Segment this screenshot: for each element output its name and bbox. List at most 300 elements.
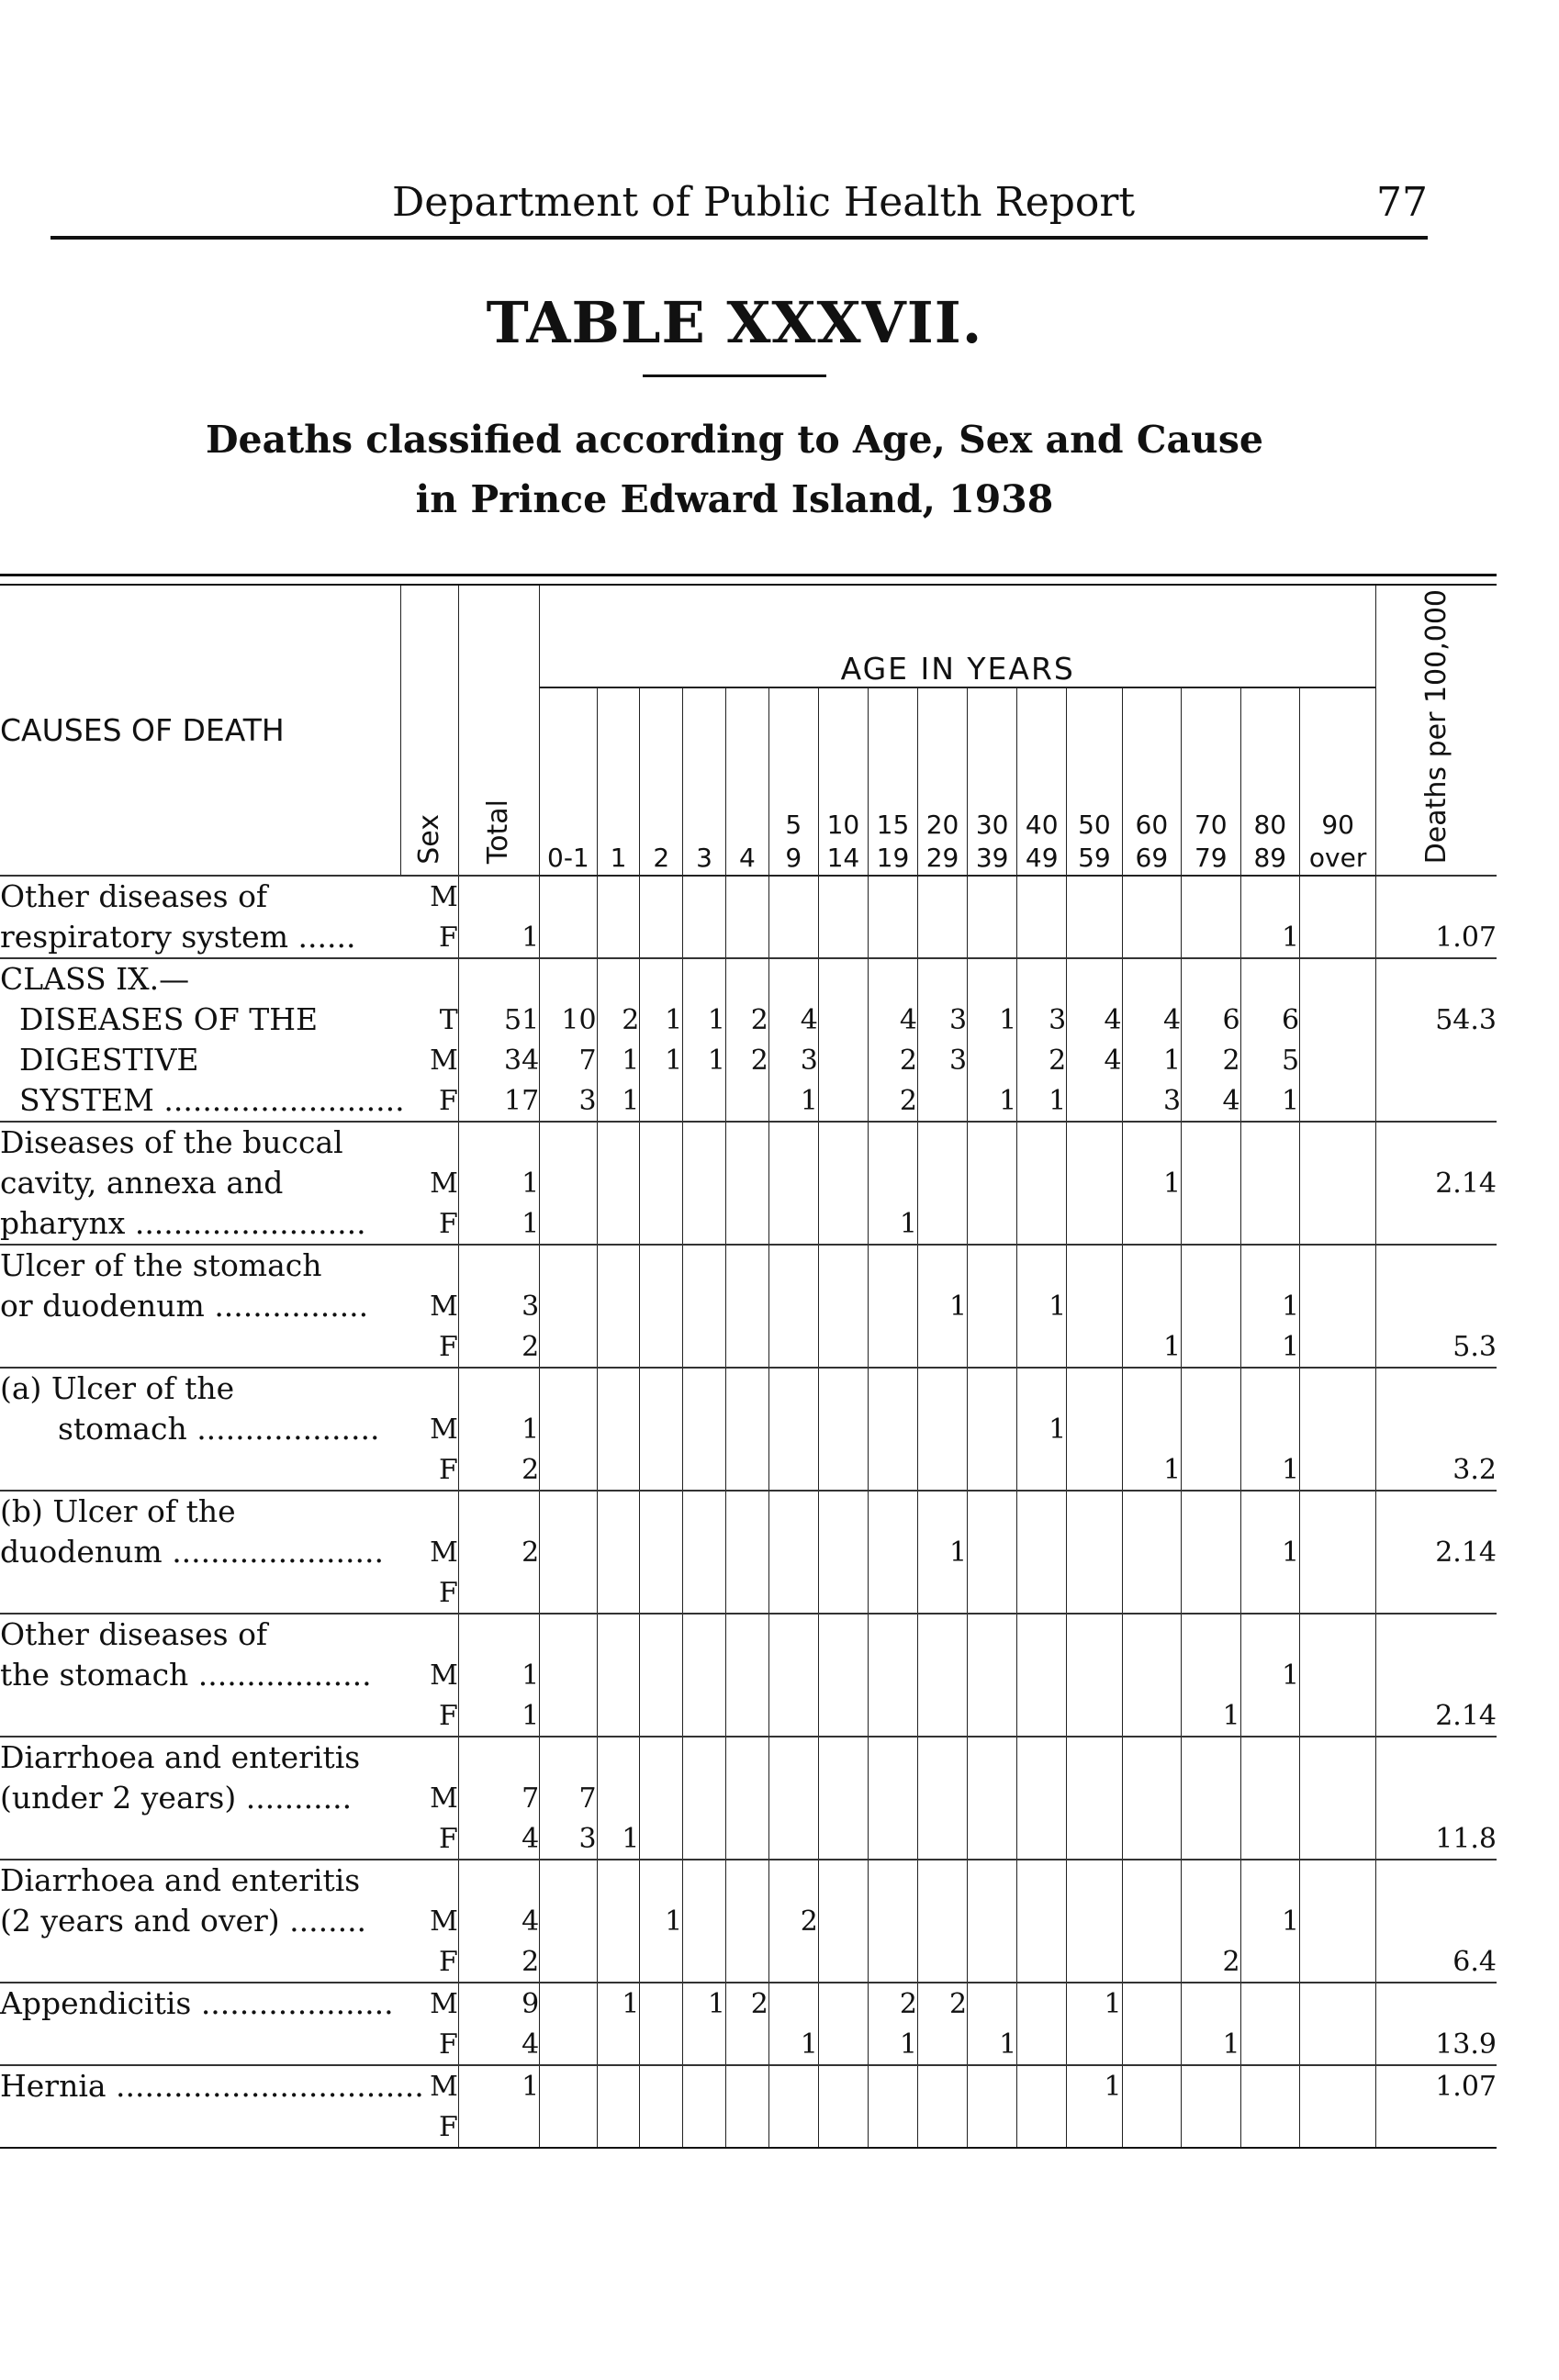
age-count-cell — [1182, 1860, 1240, 1901]
age-count-cell — [1067, 1695, 1122, 1737]
age-count-cell — [725, 1326, 768, 1368]
age-count-cell — [1182, 2106, 1240, 2147]
age-column-label: 59 — [1078, 843, 1111, 874]
age-count-cell — [1182, 1449, 1240, 1491]
age-column-header — [768, 687, 818, 876]
age-count-cell — [818, 1901, 868, 1941]
age-count-cell — [1122, 1614, 1181, 1655]
age-count-cell — [918, 1901, 968, 1941]
age-count-cell — [768, 1245, 818, 1286]
age-count-cell — [918, 1695, 968, 1737]
age-count-cell — [1017, 1983, 1067, 2024]
cause-of-death — [0, 2065, 424, 2147]
age-count-cell — [1300, 1449, 1376, 1491]
deaths-table-body — [0, 876, 1497, 2147]
age-count-cell: 1 — [1182, 1695, 1240, 1737]
sex-cell: M — [430, 1167, 458, 1200]
age-count-cell — [725, 1614, 768, 1655]
total-header — [458, 586, 539, 876]
cause-label-line: Appendicitis .................... — [0, 1985, 394, 2022]
age-count-cell — [1122, 1860, 1181, 1901]
subtitle-line-1: Deaths classified according to Age, Sex and Cause — [205, 418, 1263, 462]
age-count-cell — [918, 917, 968, 958]
age-count-cell — [868, 917, 917, 958]
age-count-cell — [683, 1614, 726, 1655]
age-count-cell — [818, 1737, 868, 1778]
rate-cell — [1376, 2106, 1497, 2147]
sex-cell: M — [430, 1290, 458, 1323]
age-count-cell — [968, 958, 1017, 1000]
age-count-cell — [768, 1818, 818, 1860]
age-count-cell — [683, 1449, 726, 1491]
age-column-header — [1067, 687, 1122, 876]
age-count-cell — [868, 2106, 917, 2147]
rate-cell — [1376, 1203, 1497, 1245]
subtitle-line-2: in Prince Edward Island, 1938 — [415, 477, 1054, 521]
age-count-cell — [640, 1572, 683, 1614]
age-count-cell — [918, 2106, 968, 2147]
age-count-cell — [1300, 1203, 1376, 1245]
sex-cell: F — [438, 921, 458, 954]
age-count-cell — [1122, 917, 1181, 958]
total-cell: 1 — [458, 1695, 539, 1737]
age-count-cell — [683, 1080, 726, 1122]
total-cell: 1 — [458, 1655, 539, 1695]
age-count-cell — [818, 1860, 868, 1901]
age-count-cell — [1182, 1491, 1240, 1532]
age-count-cell — [540, 2065, 597, 2106]
age-count-cell — [918, 1203, 968, 1245]
rate-cell — [1376, 1409, 1497, 1449]
title-rule — [643, 374, 826, 377]
age-count-cell — [1240, 1368, 1299, 1409]
age-count-cell — [640, 1449, 683, 1491]
cause-label-line: duodenum ...................... — [0, 1534, 384, 1570]
age-count-cell — [1017, 1941, 1067, 1983]
age-count-cell — [725, 1203, 768, 1245]
sex-cell: M — [430, 1782, 458, 1815]
age-count-cell — [1182, 1532, 1240, 1572]
table-top-rule — [0, 574, 1497, 576]
age-count-cell — [1017, 1778, 1067, 1818]
age-count-cell — [818, 1818, 868, 1860]
cause-label-line: or duodenum ................ — [0, 1288, 369, 1324]
age-count-cell — [540, 1203, 597, 1245]
age-count-cell — [1017, 1203, 1067, 1245]
age-count-cell — [868, 1122, 917, 1163]
age-count-cell — [1300, 1695, 1376, 1737]
sex-cell — [401, 1491, 458, 1532]
age-count-cell: 1 — [1017, 1286, 1067, 1326]
age-count-cell — [1300, 1655, 1376, 1695]
age-count-cell — [683, 1245, 726, 1286]
age-count-cell — [1182, 1326, 1240, 1368]
age-count-cell: 7 — [540, 1040, 597, 1080]
cause-of-death — [0, 1614, 401, 1737]
cause-label-line: the stomach .................. — [0, 1657, 372, 1693]
age-count-cell — [1017, 2065, 1067, 2106]
age-count-cell — [1240, 1695, 1299, 1737]
total-cell — [458, 2106, 539, 2147]
age-count-cell — [1067, 1326, 1122, 1368]
age-count-cell: 2 — [725, 1983, 768, 2024]
age-count-cell — [1067, 876, 1122, 917]
age-count-cell — [1240, 1941, 1299, 1983]
age-count-cell: 4 — [1122, 1000, 1181, 1040]
sex-cell: M — [401, 876, 458, 917]
total-cell: 51 — [458, 1000, 539, 1040]
age-count-cell: 2 — [918, 1983, 968, 2024]
total-cell: 17 — [458, 1080, 539, 1122]
age-count-cell — [640, 1409, 683, 1449]
age-count-cell — [683, 1491, 726, 1532]
age-count-cell — [818, 1532, 868, 1572]
age-count-cell — [725, 1449, 768, 1491]
age-column-label: 14 — [826, 843, 860, 874]
age-count-cell: 1 — [597, 1080, 640, 1122]
sex-cell: F — [438, 1453, 458, 1486]
table-row — [0, 1122, 1497, 1163]
age-count-cell: 4 — [768, 1000, 818, 1040]
age-count-cell: 3 — [918, 1040, 968, 1080]
age-count-cell — [1067, 1532, 1122, 1572]
sex-cell — [401, 1122, 458, 1163]
age-count-cell: 2 — [1182, 1941, 1240, 1983]
age-count-cell — [1182, 1286, 1240, 1326]
age-count-cell — [683, 1941, 726, 1983]
age-column-label: 79 — [1194, 843, 1228, 874]
age-count-cell — [1122, 1572, 1181, 1614]
age-count-cell: 7 — [540, 1778, 597, 1818]
age-count-cell — [540, 1655, 597, 1695]
sex-cell: F — [438, 1330, 458, 1363]
running-head — [50, 179, 1428, 243]
age-count-cell — [818, 1941, 868, 1983]
age-count-cell — [868, 1245, 917, 1286]
age-count-cell — [1122, 1737, 1181, 1778]
age-count-cell: 2 — [868, 1080, 917, 1122]
age-count-cell — [1067, 1245, 1122, 1286]
age-count-cell — [1067, 1778, 1122, 1818]
age-count-cell — [597, 1941, 640, 1983]
age-count-cell — [818, 1614, 868, 1655]
age-count-cell — [1067, 1655, 1122, 1695]
age-count-cell — [918, 2065, 968, 2106]
age-count-cell — [725, 917, 768, 958]
age-count-cell: 1 — [918, 1286, 968, 1326]
age-count-cell — [725, 2106, 768, 2147]
age-count-cell — [597, 1778, 640, 1818]
age-count-cell — [1017, 1737, 1067, 1778]
age-count-cell — [968, 1040, 1017, 1080]
total-cell: 2 — [458, 1941, 539, 1983]
sex-cell: F — [438, 1699, 458, 1732]
rate-cell — [1376, 1286, 1497, 1326]
age-count-cell — [918, 1860, 968, 1901]
age-count-cell — [725, 1655, 768, 1695]
age-count-cell — [1122, 958, 1181, 1000]
age-count-cell: 1 — [640, 1040, 683, 1080]
rate-cell — [1376, 1491, 1497, 1532]
age-count-cell — [725, 1901, 768, 1941]
rate-cell — [1376, 876, 1497, 917]
age-count-cell — [1067, 1572, 1122, 1614]
age-count-cell — [540, 1245, 597, 1286]
total-cell — [458, 1572, 539, 1614]
age-count-cell — [640, 2024, 683, 2065]
sex-cell: F — [438, 1945, 458, 1978]
age-count-cell — [918, 1409, 968, 1449]
deaths-table-container — [0, 574, 1497, 2149]
table-row — [0, 1491, 1497, 1532]
age-count-cell — [1182, 1655, 1240, 1695]
total-cell: 2 — [458, 1326, 539, 1368]
age-count-cell — [725, 1695, 768, 1737]
age-count-cell — [1067, 1163, 1122, 1203]
age-count-cell — [868, 2065, 917, 2106]
age-count-cell — [1240, 1245, 1299, 1286]
age-count-cell — [1182, 1983, 1240, 2024]
age-count-cell — [683, 1818, 726, 1860]
age-count-cell — [1240, 2024, 1299, 2065]
sex-cell: M — [401, 1983, 458, 2024]
age-count-cell — [918, 1326, 968, 1368]
age-count-cell — [1067, 1491, 1122, 1532]
age-count-cell — [1240, 1203, 1299, 1245]
age-column-header — [1300, 687, 1376, 876]
age-count-cell — [768, 1655, 818, 1695]
age-column-label: 69 — [1135, 843, 1169, 874]
age-column-label: 89 — [1253, 843, 1287, 874]
age-count-cell — [868, 1778, 917, 1818]
age-count-cell: 1 — [597, 1818, 640, 1860]
cause-label-line: SYSTEM ......................... — [0, 1082, 405, 1119]
cause-of-death — [0, 1491, 401, 1614]
age-count-cell — [1017, 1449, 1067, 1491]
age-count-cell — [725, 876, 768, 917]
age-count-cell — [868, 876, 917, 917]
age-count-cell — [768, 1286, 818, 1326]
age-count-cell — [768, 1409, 818, 1449]
age-count-cell — [1122, 1409, 1181, 1449]
cause-of-death — [0, 1737, 401, 1860]
age-count-cell — [540, 1614, 597, 1655]
age-count-cell — [868, 1491, 917, 1532]
age-count-cell: 3 — [918, 1000, 968, 1040]
total-cell — [458, 876, 539, 917]
age-count-cell — [818, 1122, 868, 1163]
rate-cell: 13.9 — [1376, 2024, 1497, 2065]
age-count-cell — [1017, 1245, 1067, 1286]
total-cell: 1 — [458, 1163, 539, 1203]
table-row — [0, 1245, 1497, 1286]
age-count-cell — [1122, 1695, 1181, 1737]
age-count-cell — [968, 1778, 1017, 1818]
age-count-cell — [683, 1286, 726, 1326]
age-count-cell — [1017, 1368, 1067, 1409]
age-count-cell — [968, 1532, 1017, 1572]
age-count-cell — [597, 1286, 640, 1326]
cause-label-line: Other diseases of — [0, 1616, 268, 1653]
rate-cell — [1376, 1122, 1497, 1163]
table-row — [0, 876, 1497, 917]
age-count-cell — [1122, 1778, 1181, 1818]
age-count-cell — [683, 2106, 726, 2147]
age-column-label: 19 — [876, 843, 910, 874]
age-count-cell — [918, 1737, 968, 1778]
age-column-label: 5 — [785, 810, 802, 841]
age-column-label: 70 — [1194, 810, 1228, 841]
age-count-cell — [1067, 1818, 1122, 1860]
age-count-cell — [818, 1572, 868, 1614]
age-count-cell — [1182, 1901, 1240, 1941]
age-count-cell — [640, 1860, 683, 1901]
age-count-cell — [918, 1614, 968, 1655]
age-count-cell — [725, 1737, 768, 1778]
age-count-cell — [1122, 1941, 1181, 1983]
age-count-cell — [1067, 1203, 1122, 1245]
total-cell — [458, 958, 539, 1000]
age-count-cell — [597, 917, 640, 958]
age-count-cell: 1 — [1017, 1409, 1067, 1449]
rate-cell — [1376, 1368, 1497, 1409]
cause-of-death — [0, 1122, 401, 1245]
age-count-cell — [640, 1122, 683, 1163]
age-count-cell — [1300, 1245, 1376, 1286]
age-count-cell: 1 — [1240, 1449, 1299, 1491]
cause-label-line: CLASS IX.— — [0, 961, 190, 998]
sex-cell: F — [438, 1207, 458, 1240]
age-count-cell — [1240, 1491, 1299, 1532]
total-cell: 4 — [458, 1901, 539, 1941]
age-column-label: 10 — [826, 810, 860, 841]
age-count-cell — [818, 1286, 868, 1326]
age-count-cell — [1017, 2106, 1067, 2147]
age-count-cell: 1 — [1240, 917, 1299, 958]
age-count-cell — [768, 1449, 818, 1491]
age-count-cell — [968, 1901, 1017, 1941]
age-count-cell — [968, 1409, 1017, 1449]
age-count-cell — [640, 2065, 683, 2106]
age-count-cell — [597, 1655, 640, 1695]
age-count-cell — [640, 1655, 683, 1695]
age-count-cell — [725, 1368, 768, 1409]
rate-cell: 3.2 — [1376, 1449, 1497, 1491]
age-count-cell — [818, 1983, 868, 2024]
age-count-cell — [683, 1326, 726, 1368]
age-count-cell: 1 — [683, 1983, 726, 2024]
age-count-cell — [725, 958, 768, 1000]
age-count-cell — [1122, 876, 1181, 917]
sex-cell: F — [438, 1822, 458, 1855]
cause-label-line: (b) Ulcer of the — [0, 1493, 236, 1530]
age-count-cell — [597, 1491, 640, 1532]
age-count-cell — [640, 1163, 683, 1203]
age-count-cell — [725, 1778, 768, 1818]
sex-cell: M — [430, 1413, 458, 1446]
age-count-cell — [540, 1449, 597, 1491]
age-count-cell — [1300, 1778, 1376, 1818]
age-count-cell: 1 — [1240, 1655, 1299, 1695]
cause-of-death — [0, 1983, 401, 2065]
total-cell: 2 — [458, 1532, 539, 1572]
age-count-cell — [725, 1286, 768, 1326]
age-count-cell: 1 — [597, 1983, 640, 2024]
age-count-cell — [918, 1572, 968, 1614]
age-count-cell — [725, 1860, 768, 1901]
age-count-cell — [1067, 1286, 1122, 1326]
age-count-cell — [818, 1409, 868, 1449]
age-count-cell — [918, 1122, 968, 1163]
age-count-cell — [725, 2065, 768, 2106]
sex-header — [401, 586, 458, 876]
age-count-cell — [1017, 1818, 1067, 1860]
age-count-cell — [1067, 1901, 1122, 1941]
age-count-cell — [1017, 2024, 1067, 2065]
age-column-header — [725, 687, 768, 876]
age-column-label: 0-1 — [547, 843, 589, 874]
age-column-label: 40 — [1025, 810, 1059, 841]
age-count-cell — [918, 1491, 968, 1532]
age-count-cell — [768, 1122, 818, 1163]
age-count-cell — [968, 1449, 1017, 1491]
age-group-header: AGE IN YEARS — [540, 586, 1376, 687]
age-count-cell: 1 — [1067, 1983, 1122, 2024]
age-count-cell — [818, 876, 868, 917]
running-title: Department of Public Health Report — [392, 179, 1136, 226]
age-count-cell: 3 — [1017, 1000, 1067, 1040]
age-count-cell — [818, 917, 868, 958]
age-count-cell — [818, 2106, 868, 2147]
age-count-cell — [868, 1532, 917, 1572]
age-column-header — [597, 687, 640, 876]
age-count-cell — [1182, 1163, 1240, 1203]
age-count-cell — [1182, 1614, 1240, 1655]
age-count-cell — [1240, 1983, 1299, 2024]
age-count-cell — [768, 1491, 818, 1532]
total-cell: 34 — [458, 1040, 539, 1080]
rate-cell — [1376, 1614, 1497, 1655]
age-count-cell: 1 — [1240, 1286, 1299, 1326]
age-count-cell — [640, 1695, 683, 1737]
age-count-cell — [1300, 1572, 1376, 1614]
age-count-cell — [597, 958, 640, 1000]
table-row — [0, 958, 1497, 1000]
age-count-cell: 1 — [683, 1040, 726, 1080]
age-count-cell — [1122, 1368, 1181, 1409]
age-count-cell — [1017, 1572, 1067, 1614]
age-count-cell — [818, 1491, 868, 1532]
age-count-cell: 1 — [1067, 2065, 1122, 2106]
cause-label-line: Ulcer of the stomach — [0, 1247, 322, 1284]
age-count-cell — [597, 1245, 640, 1286]
total-cell: 1 — [458, 1203, 539, 1245]
age-count-cell: 5 — [1240, 1040, 1299, 1080]
age-count-cell — [918, 1245, 968, 1286]
age-column-label: 20 — [925, 810, 959, 841]
age-count-cell — [768, 1532, 818, 1572]
table-row — [0, 1983, 1497, 2024]
age-count-cell — [918, 1368, 968, 1409]
age-count-cell — [1067, 1860, 1122, 1901]
age-count-cell — [683, 1655, 726, 1695]
age-count-cell — [540, 1122, 597, 1163]
age-count-cell: 10 — [540, 1000, 597, 1040]
sex-cell: F — [438, 1084, 458, 1117]
age-count-cell: 3 — [540, 1818, 597, 1860]
age-count-cell — [868, 1368, 917, 1409]
age-count-cell — [640, 1532, 683, 1572]
